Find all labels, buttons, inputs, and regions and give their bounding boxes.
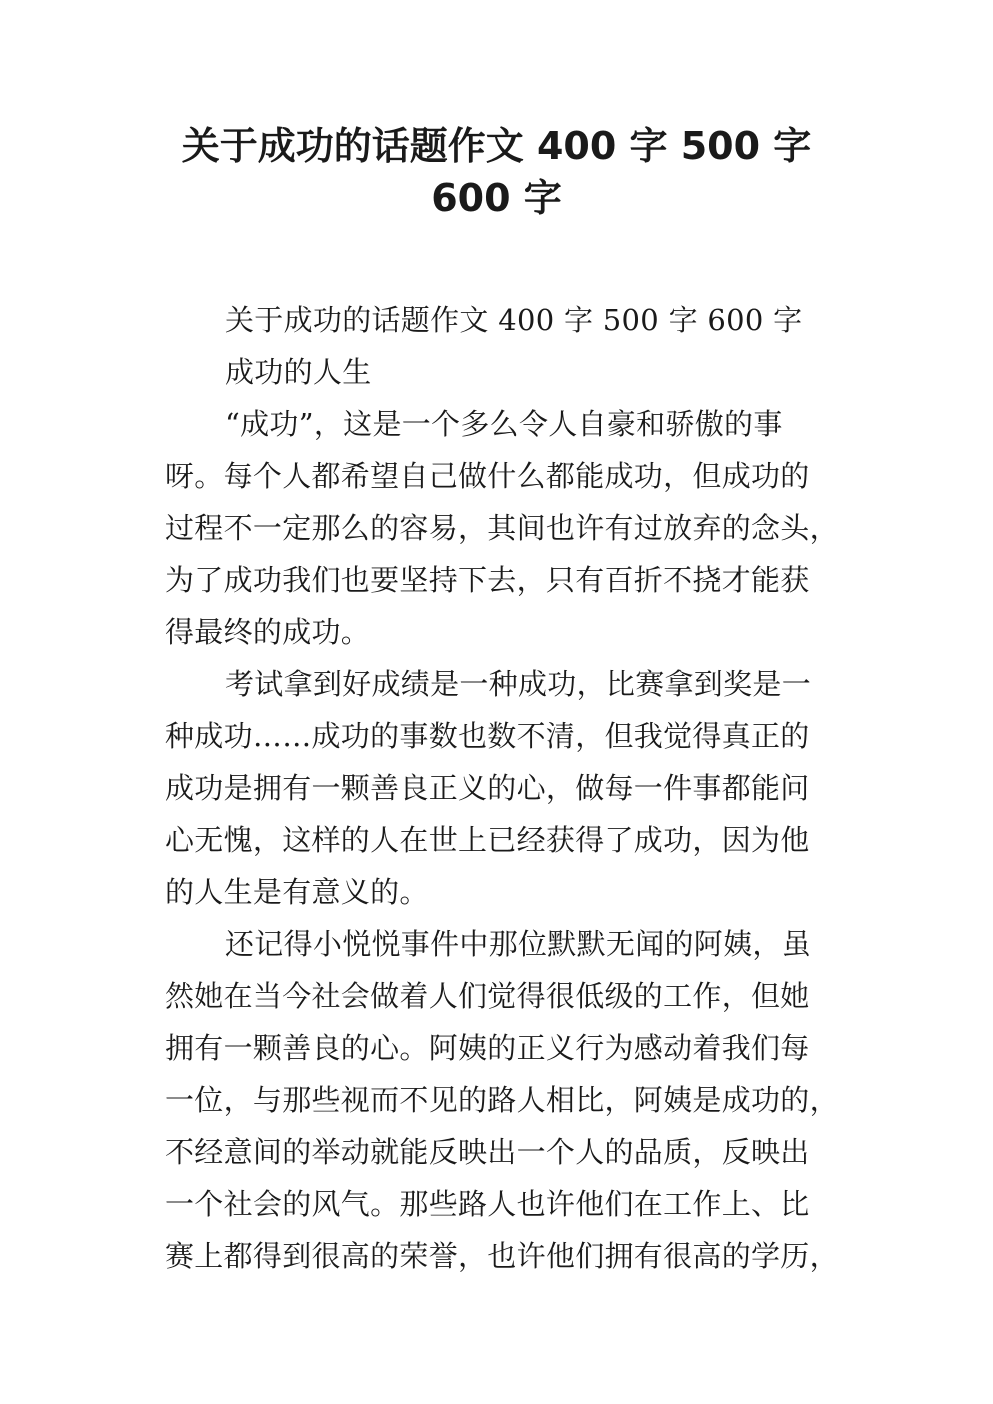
body-line: 呀。每个人都希望自己做什么都能成功，但成功的 <box>165 459 810 493</box>
body-line: 成功的人生 <box>225 355 372 389</box>
body-line: 考试拿到好成绩是一种成功，比赛拿到奖是一 <box>225 667 812 701</box>
body-line: 过程不一定那么的容易，其间也许有过放弃的念头， <box>165 511 839 545</box>
body-line: 得最终的成功。 <box>165 615 371 649</box>
body-line: 成功是拥有一颗善良正义的心，做每一件事都能问 <box>165 771 810 805</box>
body-line: 然她在当今社会做着人们觉得很低级的工作，但她 <box>165 979 810 1013</box>
body-line: 赛上都得到很高的荣誉，也许他们拥有很高的学历， <box>165 1239 839 1273</box>
body-line: 一个社会的风气。那些路人也许他们在工作上、比 <box>165 1187 810 1221</box>
title-line-1: 关于成功的话题作文 400 字 500 字 <box>181 124 812 168</box>
body-line: 心无愧，这样的人在世上已经获得了成功，因为他 <box>165 823 810 857</box>
title-line-2: 600 字 <box>431 176 562 220</box>
body-line: 拥有一颗善良的心。阿姨的正义行为感动着我们每 <box>165 1031 810 1065</box>
document-body <box>165 294 837 1282</box>
body-line: 还记得小悦悦事件中那位默默无闻的阿姨，虽 <box>225 927 812 961</box>
body-line: 的人生是有意义的。 <box>165 875 429 909</box>
body-line: “成功”，这是一个多么令人自豪和骄傲的事 <box>225 407 783 441</box>
document-title <box>0 120 993 224</box>
body-line: 不经意间的举动就能反映出一个人的品质，反映出 <box>165 1135 810 1169</box>
body-line: 种成功……成功的事数也数不清，但我觉得真正的 <box>165 719 810 753</box>
body-line: 为了成功我们也要坚持下去，只有百折不挠才能获 <box>165 563 810 597</box>
body-line: 一位，与那些视而不见的路人相比，阿姨是成功的， <box>165 1083 839 1117</box>
body-line: 关于成功的话题作文 400 字 500 字 600 字 <box>225 303 803 337</box>
